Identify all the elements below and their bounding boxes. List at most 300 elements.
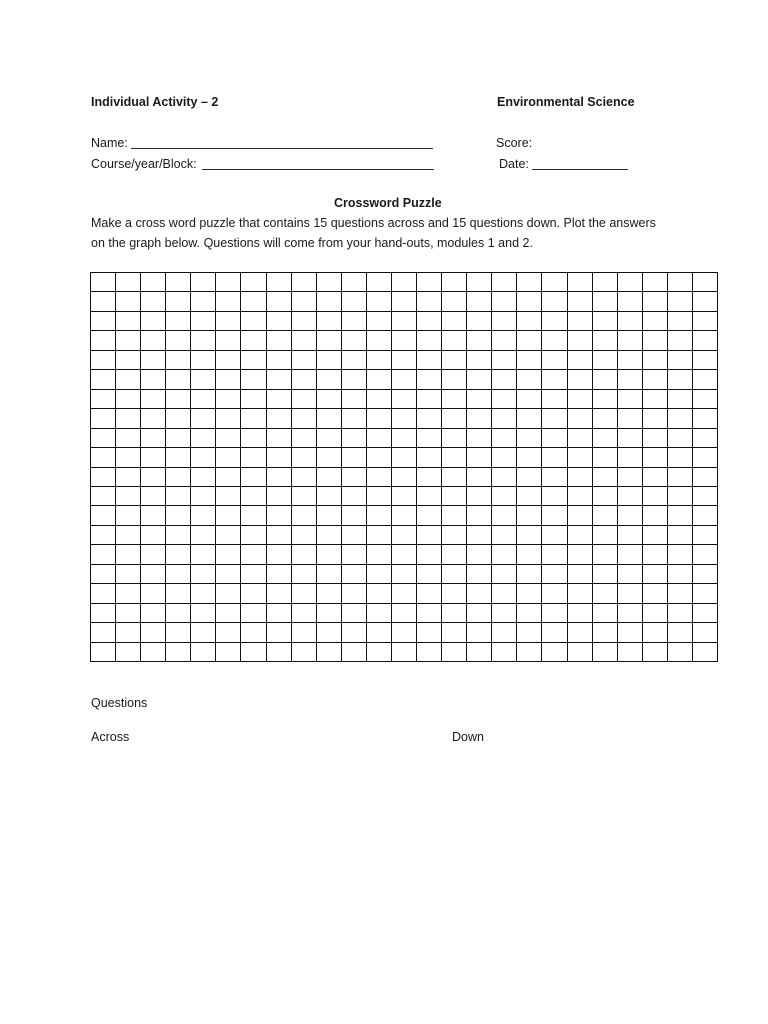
grid-cell[interactable] — [692, 291, 717, 310]
grid-cell[interactable] — [266, 486, 291, 505]
grid-cell[interactable] — [541, 272, 566, 291]
grid-cell[interactable] — [592, 447, 617, 466]
grid-cell[interactable] — [592, 544, 617, 563]
grid-cell[interactable] — [291, 564, 316, 583]
grid-cell[interactable] — [240, 350, 265, 369]
grid-cell[interactable] — [215, 505, 240, 524]
grid-cell[interactable] — [316, 311, 341, 330]
name-field[interactable] — [131, 148, 433, 149]
grid-cell[interactable] — [115, 486, 140, 505]
grid-cell[interactable] — [165, 408, 190, 427]
grid-cell[interactable] — [642, 622, 667, 641]
grid-cell[interactable] — [266, 389, 291, 408]
grid-cell[interactable] — [341, 622, 366, 641]
grid-cell[interactable] — [316, 505, 341, 524]
grid-cell[interactable] — [567, 564, 592, 583]
grid-cell[interactable] — [366, 291, 391, 310]
grid-cell[interactable] — [466, 486, 491, 505]
grid-cell[interactable] — [416, 505, 441, 524]
grid-cell[interactable] — [291, 642, 316, 661]
grid-cell[interactable] — [190, 622, 215, 641]
grid-cell[interactable] — [291, 408, 316, 427]
grid-cell[interactable] — [165, 583, 190, 602]
grid-cell[interactable] — [165, 505, 190, 524]
grid-cell[interactable] — [266, 447, 291, 466]
grid-cell[interactable] — [541, 505, 566, 524]
grid-cell[interactable] — [642, 272, 667, 291]
grid-cell[interactable] — [617, 369, 642, 388]
grid-cell[interactable] — [617, 642, 642, 661]
grid-cell[interactable] — [567, 583, 592, 602]
grid-cell[interactable] — [541, 447, 566, 466]
grid-cell[interactable] — [617, 564, 642, 583]
grid-cell[interactable] — [441, 369, 466, 388]
grid-cell[interactable] — [341, 330, 366, 349]
grid-cell[interactable] — [391, 642, 416, 661]
grid-cell[interactable] — [642, 447, 667, 466]
grid-cell[interactable] — [416, 330, 441, 349]
grid-cell[interactable] — [416, 291, 441, 310]
grid-cell[interactable] — [667, 447, 692, 466]
grid-cell[interactable] — [165, 350, 190, 369]
grid-cell[interactable] — [215, 447, 240, 466]
grid-cell[interactable] — [592, 583, 617, 602]
grid-cell[interactable] — [140, 603, 165, 622]
grid-cell[interactable] — [541, 311, 566, 330]
grid-cell[interactable] — [617, 389, 642, 408]
grid-cell[interactable] — [140, 311, 165, 330]
grid-cell[interactable] — [240, 486, 265, 505]
grid-cell[interactable] — [592, 330, 617, 349]
grid-cell[interactable] — [316, 525, 341, 544]
grid-cell[interactable] — [642, 330, 667, 349]
grid-cell[interactable] — [516, 447, 541, 466]
grid-cell[interactable] — [140, 583, 165, 602]
grid-cell[interactable] — [692, 447, 717, 466]
grid-cell[interactable] — [491, 583, 516, 602]
grid-cell[interactable] — [165, 467, 190, 486]
grid-cell[interactable] — [516, 272, 541, 291]
grid-cell[interactable] — [592, 389, 617, 408]
grid-cell[interactable] — [366, 525, 391, 544]
grid-cell[interactable] — [240, 564, 265, 583]
grid-cell[interactable] — [567, 369, 592, 388]
grid-cell[interactable] — [567, 272, 592, 291]
grid-cell[interactable] — [291, 622, 316, 641]
grid-cell[interactable] — [165, 272, 190, 291]
grid-cell[interactable] — [366, 272, 391, 291]
grid-cell[interactable] — [316, 408, 341, 427]
grid-cell[interactable] — [692, 369, 717, 388]
grid-cell[interactable] — [391, 330, 416, 349]
grid-cell[interactable] — [140, 272, 165, 291]
grid-cell[interactable] — [642, 564, 667, 583]
grid-cell[interactable] — [567, 525, 592, 544]
grid-cell[interactable] — [341, 350, 366, 369]
grid-cell[interactable] — [266, 544, 291, 563]
grid-cell[interactable] — [516, 486, 541, 505]
grid-cell[interactable] — [140, 564, 165, 583]
grid-cell[interactable] — [391, 428, 416, 447]
grid-cell[interactable] — [667, 369, 692, 388]
grid-cell[interactable] — [190, 408, 215, 427]
grid-cell[interactable] — [266, 583, 291, 602]
grid-cell[interactable] — [491, 622, 516, 641]
grid-cell[interactable] — [215, 564, 240, 583]
grid-cell[interactable] — [516, 467, 541, 486]
grid-cell[interactable] — [391, 272, 416, 291]
grid-cell[interactable] — [165, 544, 190, 563]
grid-cell[interactable] — [491, 369, 516, 388]
grid-cell[interactable] — [667, 505, 692, 524]
grid-cell[interactable] — [441, 505, 466, 524]
grid-cell[interactable] — [341, 311, 366, 330]
grid-cell[interactable] — [341, 525, 366, 544]
grid-cell[interactable] — [441, 622, 466, 641]
grid-cell[interactable] — [592, 291, 617, 310]
grid-cell[interactable] — [366, 642, 391, 661]
grid-cell[interactable] — [266, 291, 291, 310]
grid-cell[interactable] — [416, 622, 441, 641]
grid-cell[interactable] — [90, 544, 115, 563]
grid-cell[interactable] — [667, 467, 692, 486]
grid-cell[interactable] — [266, 311, 291, 330]
grid-cell[interactable] — [391, 486, 416, 505]
grid-cell[interactable] — [190, 389, 215, 408]
grid-cell[interactable] — [541, 583, 566, 602]
grid-cell[interactable] — [240, 291, 265, 310]
grid-cell[interactable] — [90, 564, 115, 583]
grid-cell[interactable] — [491, 389, 516, 408]
grid-cell[interactable] — [215, 642, 240, 661]
grid-cell[interactable] — [441, 583, 466, 602]
grid-cell[interactable] — [692, 505, 717, 524]
grid-cell[interactable] — [466, 272, 491, 291]
grid-cell[interactable] — [642, 291, 667, 310]
grid-cell[interactable] — [90, 330, 115, 349]
grid-cell[interactable] — [491, 272, 516, 291]
grid-cell[interactable] — [291, 603, 316, 622]
grid-cell[interactable] — [291, 447, 316, 466]
grid-cell[interactable] — [692, 622, 717, 641]
grid-cell[interactable] — [416, 642, 441, 661]
grid-cell[interactable] — [291, 486, 316, 505]
grid-cell[interactable] — [642, 311, 667, 330]
grid-cell[interactable] — [366, 603, 391, 622]
grid-cell[interactable] — [642, 544, 667, 563]
grid-cell[interactable] — [541, 389, 566, 408]
grid-cell[interactable] — [140, 486, 165, 505]
grid-cell[interactable] — [165, 330, 190, 349]
grid-cell[interactable] — [140, 350, 165, 369]
grid-cell[interactable] — [115, 272, 140, 291]
grid-cell[interactable] — [115, 544, 140, 563]
grid-cell[interactable] — [240, 389, 265, 408]
grid-cell[interactable] — [190, 291, 215, 310]
grid-cell[interactable] — [115, 447, 140, 466]
grid-cell[interactable] — [491, 642, 516, 661]
grid-cell[interactable] — [266, 622, 291, 641]
grid-cell[interactable] — [617, 467, 642, 486]
grid-cell[interactable] — [366, 447, 391, 466]
grid-cell[interactable] — [115, 428, 140, 447]
grid-cell[interactable] — [316, 603, 341, 622]
grid-cell[interactable] — [441, 525, 466, 544]
grid-cell[interactable] — [617, 428, 642, 447]
grid-cell[interactable] — [90, 583, 115, 602]
grid-cell[interactable] — [291, 583, 316, 602]
grid-cell[interactable] — [642, 389, 667, 408]
grid-cell[interactable] — [491, 330, 516, 349]
grid-cell[interactable] — [466, 369, 491, 388]
grid-cell[interactable] — [366, 467, 391, 486]
grid-cell[interactable] — [316, 544, 341, 563]
grid-cell[interactable] — [642, 525, 667, 544]
grid-cell[interactable] — [567, 389, 592, 408]
grid-cell[interactable] — [667, 428, 692, 447]
grid-cell[interactable] — [140, 505, 165, 524]
grid-cell[interactable] — [541, 428, 566, 447]
grid-cell[interactable] — [215, 311, 240, 330]
grid-cell[interactable] — [115, 525, 140, 544]
grid-cell[interactable] — [115, 330, 140, 349]
grid-cell[interactable] — [466, 505, 491, 524]
grid-cell[interactable] — [441, 544, 466, 563]
grid-cell[interactable] — [592, 467, 617, 486]
grid-cell[interactable] — [90, 603, 115, 622]
grid-cell[interactable] — [391, 583, 416, 602]
grid-cell[interactable] — [341, 603, 366, 622]
grid-cell[interactable] — [567, 447, 592, 466]
grid-cell[interactable] — [215, 350, 240, 369]
grid-cell[interactable] — [341, 369, 366, 388]
grid-cell[interactable] — [541, 544, 566, 563]
grid-cell[interactable] — [466, 564, 491, 583]
grid-cell[interactable] — [165, 389, 190, 408]
grid-cell[interactable] — [165, 622, 190, 641]
grid-cell[interactable] — [190, 642, 215, 661]
grid-cell[interactable] — [617, 350, 642, 369]
grid-cell[interactable] — [240, 447, 265, 466]
grid-cell[interactable] — [491, 467, 516, 486]
grid-cell[interactable] — [366, 544, 391, 563]
grid-cell[interactable] — [692, 330, 717, 349]
grid-cell[interactable] — [115, 311, 140, 330]
grid-cell[interactable] — [416, 447, 441, 466]
grid-cell[interactable] — [240, 622, 265, 641]
grid-cell[interactable] — [316, 583, 341, 602]
grid-cell[interactable] — [516, 408, 541, 427]
grid-cell[interactable] — [391, 525, 416, 544]
grid-cell[interactable] — [541, 350, 566, 369]
grid-cell[interactable] — [441, 330, 466, 349]
grid-cell[interactable] — [366, 564, 391, 583]
grid-cell[interactable] — [215, 467, 240, 486]
grid-cell[interactable] — [316, 428, 341, 447]
grid-cell[interactable] — [266, 603, 291, 622]
grid-cell[interactable] — [667, 291, 692, 310]
grid-cell[interactable] — [140, 389, 165, 408]
grid-cell[interactable] — [642, 408, 667, 427]
grid-cell[interactable] — [491, 525, 516, 544]
grid-cell[interactable] — [115, 642, 140, 661]
grid-cell[interactable] — [441, 272, 466, 291]
grid-cell[interactable] — [115, 389, 140, 408]
grid-cell[interactable] — [567, 467, 592, 486]
grid-cell[interactable] — [165, 311, 190, 330]
grid-cell[interactable] — [516, 603, 541, 622]
grid-cell[interactable] — [240, 369, 265, 388]
grid-cell[interactable] — [516, 642, 541, 661]
grid-cell[interactable] — [115, 603, 140, 622]
grid-cell[interactable] — [692, 603, 717, 622]
grid-cell[interactable] — [165, 428, 190, 447]
grid-cell[interactable] — [667, 389, 692, 408]
grid-cell[interactable] — [266, 505, 291, 524]
grid-cell[interactable] — [391, 389, 416, 408]
grid-cell[interactable] — [516, 291, 541, 310]
grid-cell[interactable] — [165, 486, 190, 505]
grid-cell[interactable] — [266, 408, 291, 427]
grid-cell[interactable] — [466, 544, 491, 563]
grid-cell[interactable] — [140, 369, 165, 388]
grid-cell[interactable] — [516, 564, 541, 583]
grid-cell[interactable] — [341, 583, 366, 602]
grid-cell[interactable] — [667, 350, 692, 369]
grid-cell[interactable] — [692, 272, 717, 291]
grid-cell[interactable] — [667, 408, 692, 427]
grid-cell[interactable] — [416, 272, 441, 291]
grid-cell[interactable] — [416, 467, 441, 486]
grid-cell[interactable] — [541, 330, 566, 349]
grid-cell[interactable] — [667, 525, 692, 544]
grid-cell[interactable] — [667, 603, 692, 622]
grid-cell[interactable] — [391, 564, 416, 583]
grid-cell[interactable] — [240, 642, 265, 661]
grid-cell[interactable] — [617, 544, 642, 563]
grid-cell[interactable] — [491, 350, 516, 369]
grid-cell[interactable] — [366, 486, 391, 505]
grid-cell[interactable] — [240, 525, 265, 544]
grid-cell[interactable] — [491, 311, 516, 330]
grid-cell[interactable] — [190, 428, 215, 447]
grid-cell[interactable] — [291, 467, 316, 486]
grid-cell[interactable] — [215, 408, 240, 427]
grid-cell[interactable] — [240, 467, 265, 486]
grid-cell[interactable] — [592, 369, 617, 388]
grid-cell[interactable] — [541, 467, 566, 486]
grid-cell[interactable] — [541, 525, 566, 544]
grid-cell[interactable] — [466, 603, 491, 622]
grid-cell[interactable] — [416, 389, 441, 408]
grid-cell[interactable] — [90, 408, 115, 427]
grid-cell[interactable] — [567, 622, 592, 641]
grid-cell[interactable] — [266, 564, 291, 583]
grid-cell[interactable] — [140, 622, 165, 641]
grid-cell[interactable] — [567, 603, 592, 622]
grid-cell[interactable] — [90, 505, 115, 524]
grid-cell[interactable] — [291, 389, 316, 408]
grid-cell[interactable] — [391, 369, 416, 388]
grid-cell[interactable] — [416, 525, 441, 544]
grid-cell[interactable] — [240, 544, 265, 563]
grid-cell[interactable] — [692, 350, 717, 369]
grid-cell[interactable] — [240, 272, 265, 291]
course-field[interactable] — [202, 169, 434, 170]
grid-cell[interactable] — [466, 330, 491, 349]
grid-cell[interactable] — [416, 408, 441, 427]
grid-cell[interactable] — [567, 642, 592, 661]
grid-cell[interactable] — [240, 311, 265, 330]
grid-cell[interactable] — [692, 311, 717, 330]
grid-cell[interactable] — [667, 486, 692, 505]
grid-cell[interactable] — [291, 369, 316, 388]
grid-cell[interactable] — [366, 505, 391, 524]
grid-cell[interactable] — [90, 622, 115, 641]
grid-cell[interactable] — [165, 291, 190, 310]
grid-cell[interactable] — [341, 544, 366, 563]
grid-cell[interactable] — [391, 311, 416, 330]
grid-cell[interactable] — [316, 350, 341, 369]
grid-cell[interactable] — [140, 525, 165, 544]
grid-cell[interactable] — [466, 311, 491, 330]
grid-cell[interactable] — [642, 350, 667, 369]
grid-cell[interactable] — [190, 350, 215, 369]
grid-cell[interactable] — [366, 311, 391, 330]
grid-cell[interactable] — [466, 291, 491, 310]
grid-cell[interactable] — [441, 642, 466, 661]
grid-cell[interactable] — [266, 330, 291, 349]
grid-cell[interactable] — [541, 603, 566, 622]
grid-cell[interactable] — [667, 583, 692, 602]
grid-cell[interactable] — [341, 389, 366, 408]
grid-cell[interactable] — [391, 447, 416, 466]
grid-cell[interactable] — [215, 583, 240, 602]
grid-cell[interactable] — [441, 291, 466, 310]
grid-cell[interactable] — [90, 272, 115, 291]
grid-cell[interactable] — [240, 505, 265, 524]
grid-cell[interactable] — [291, 544, 316, 563]
grid-cell[interactable] — [266, 369, 291, 388]
grid-cell[interactable] — [366, 350, 391, 369]
grid-cell[interactable] — [140, 642, 165, 661]
grid-cell[interactable] — [215, 389, 240, 408]
grid-cell[interactable] — [291, 330, 316, 349]
grid-cell[interactable] — [592, 603, 617, 622]
grid-cell[interactable] — [90, 447, 115, 466]
grid-cell[interactable] — [215, 291, 240, 310]
grid-cell[interactable] — [165, 642, 190, 661]
grid-cell[interactable] — [90, 311, 115, 330]
grid-cell[interactable] — [692, 642, 717, 661]
grid-cell[interactable] — [291, 272, 316, 291]
grid-cell[interactable] — [291, 350, 316, 369]
grid-cell[interactable] — [592, 525, 617, 544]
grid-cell[interactable] — [617, 408, 642, 427]
grid-cell[interactable] — [567, 428, 592, 447]
grid-cell[interactable] — [592, 428, 617, 447]
grid-cell[interactable] — [215, 525, 240, 544]
grid-cell[interactable] — [541, 486, 566, 505]
grid-cell[interactable] — [692, 389, 717, 408]
grid-cell[interactable] — [291, 505, 316, 524]
grid-cell[interactable] — [316, 330, 341, 349]
grid-cell[interactable] — [516, 330, 541, 349]
grid-cell[interactable] — [667, 564, 692, 583]
grid-cell[interactable] — [642, 642, 667, 661]
grid-cell[interactable] — [667, 622, 692, 641]
grid-cell[interactable] — [316, 642, 341, 661]
